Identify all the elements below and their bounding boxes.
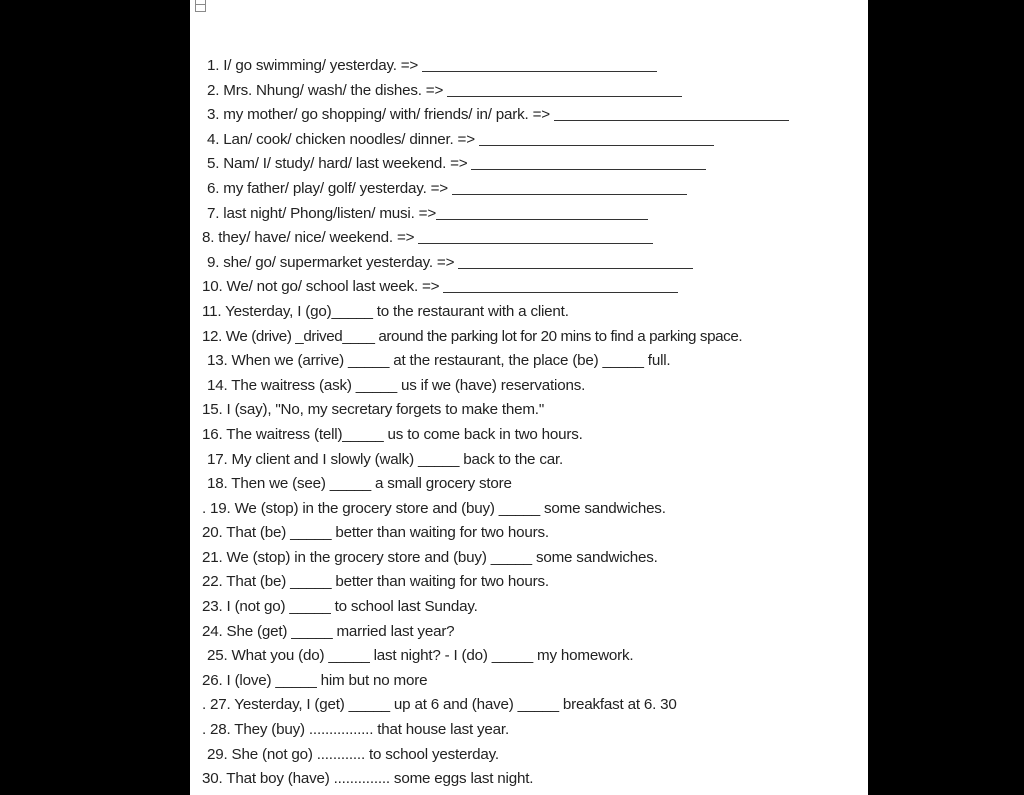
answer-blank-9 xyxy=(458,251,693,269)
exercise-text-24: 24. She (get) _____ married last year? xyxy=(202,622,455,640)
exercise-text-19: . 19. We (stop) in the grocery store and (buy) _____ some sandwiches. xyxy=(202,499,666,517)
exercise-line-16 xyxy=(190,423,868,448)
answer-blank-2 xyxy=(447,79,682,97)
exercise-text-5: 5. Nam/ I/ study/ hard/ last weekend. => xyxy=(207,155,468,173)
exercise-text-29: 29. She (not go) ............ to school yesterday. xyxy=(207,745,499,763)
exercise-line-25 xyxy=(190,644,868,669)
exercise-line-30 xyxy=(190,767,868,792)
exercise-text-23: 23. I (not go) _____ to school last Sunday. xyxy=(202,598,478,616)
answer-blank-4 xyxy=(479,128,714,146)
exercise-text-9: 9. she/ go/ supermarket yesterday. => xyxy=(207,253,455,271)
exercise-line-20 xyxy=(190,521,868,546)
answer-blank-7 xyxy=(436,202,648,220)
exercise-line-5 xyxy=(190,152,868,177)
exercise-text-4: 4. Lan/ cook/ chicken noodles/ dinner. => xyxy=(207,130,475,148)
exercise-text-7: 7. last night/ Phong/listen/ musi. => xyxy=(207,204,436,222)
exercise-line-22 xyxy=(190,570,868,595)
exercise-line-14 xyxy=(190,374,868,399)
exercise-text-26: 26. I (love) _____ him but no more xyxy=(202,671,428,689)
exercise-list xyxy=(190,54,868,792)
exercise-line-19 xyxy=(190,497,868,522)
exercise-line-10 xyxy=(190,275,868,300)
exercise-text-22: 22. That (be) _____ better than waiting for two hours. xyxy=(202,573,549,591)
exercise-line-3 xyxy=(190,103,868,128)
exercise-line-2 xyxy=(190,79,868,104)
exercise-text-8: 8. they/ have/ nice/ weekend. => xyxy=(202,229,415,247)
exercise-text-28: . 28. They (buy) ................ that house last year. xyxy=(202,721,509,739)
exercise-line-23 xyxy=(190,595,868,620)
exercise-line-18 xyxy=(190,472,868,497)
exercise-line-24 xyxy=(190,620,868,645)
exercise-line-9 xyxy=(190,251,868,276)
exercise-text-17: 17. My client and I slowly (walk) _____ back to the car. xyxy=(207,450,564,468)
answer-blank-3 xyxy=(554,103,789,121)
exercise-text-1: 1. I/ go swimming/ yesterday. => xyxy=(207,57,419,74)
exercise-text-6: 6. my father/ play/ golf/ yesterday. => xyxy=(207,179,448,197)
exercise-text-2: 2. Mrs. Nhung/ wash/ the dishes. => xyxy=(207,81,444,99)
exercise-text-15: 15. I (say), "No, my secretary forgets to make them." xyxy=(202,401,545,419)
document-page xyxy=(190,0,868,795)
exercise-line-21 xyxy=(190,546,868,571)
exercise-line-27 xyxy=(190,693,868,718)
exercise-line-29 xyxy=(190,743,868,768)
exercise-text-20: 20. That (be) _____ better than waiting for two hours. xyxy=(202,524,549,542)
exercise-line-15 xyxy=(190,398,868,423)
exercise-line-4 xyxy=(190,128,868,153)
answer-blank-5 xyxy=(471,152,706,170)
exercise-text-10: 10. We/ not go/ school last week. => xyxy=(202,278,440,296)
exercise-line-28 xyxy=(190,718,868,743)
exercise-line-7 xyxy=(190,202,868,227)
exercise-text-12: 12. We (drive) _drived____ around the parking lot for 20 mins to find a parking space. xyxy=(202,327,743,345)
exercise-line-26 xyxy=(190,669,868,694)
exercise-line-1 xyxy=(190,54,868,79)
exercise-line-11 xyxy=(190,300,868,325)
exercise-text-3: 3. my mother/ go shopping/ with/ friends/ in/ park. => xyxy=(207,106,550,124)
exercise-text-14: 14. The waitress (ask) _____ us if we (have) reservations. xyxy=(207,376,586,394)
exercise-text-30: 30. That boy (have) .............. some eggs last night. xyxy=(202,770,534,788)
page-corner-marker-icon xyxy=(195,0,206,12)
exercise-text-11: 11. Yesterday, I (go)_____ to the restaurant with a client. xyxy=(202,302,569,320)
exercise-line-8 xyxy=(190,226,868,251)
answer-blank-8 xyxy=(418,226,653,244)
exercise-text-25: 25. What you (do) _____ last night? - I (do) _____ my homework. xyxy=(207,647,634,665)
exercise-text-18: 18. Then we (see) _____ a small grocery store xyxy=(207,475,512,493)
answer-blank-1 xyxy=(422,54,657,72)
answer-blank-6 xyxy=(452,177,687,195)
exercise-text-13: 13. When we (arrive) _____ at the restaurant, the place (be) _____ full. xyxy=(207,352,671,370)
exercise-line-12 xyxy=(190,325,868,350)
exercise-text-27: . 27. Yesterday, I (get) _____ up at 6 and (have) _____ breakfast at 6. 30 xyxy=(202,696,677,714)
exercise-text-21: 21. We (stop) in the grocery store and (buy) _____ some sandwiches. xyxy=(202,548,658,566)
exercise-line-6 xyxy=(190,177,868,202)
exercise-line-13 xyxy=(190,349,868,374)
answer-blank-10 xyxy=(443,275,678,293)
exercise-line-17 xyxy=(190,448,868,473)
exercise-text-16: 16. The waitress (tell)_____ us to come back in two hours. xyxy=(202,425,583,443)
